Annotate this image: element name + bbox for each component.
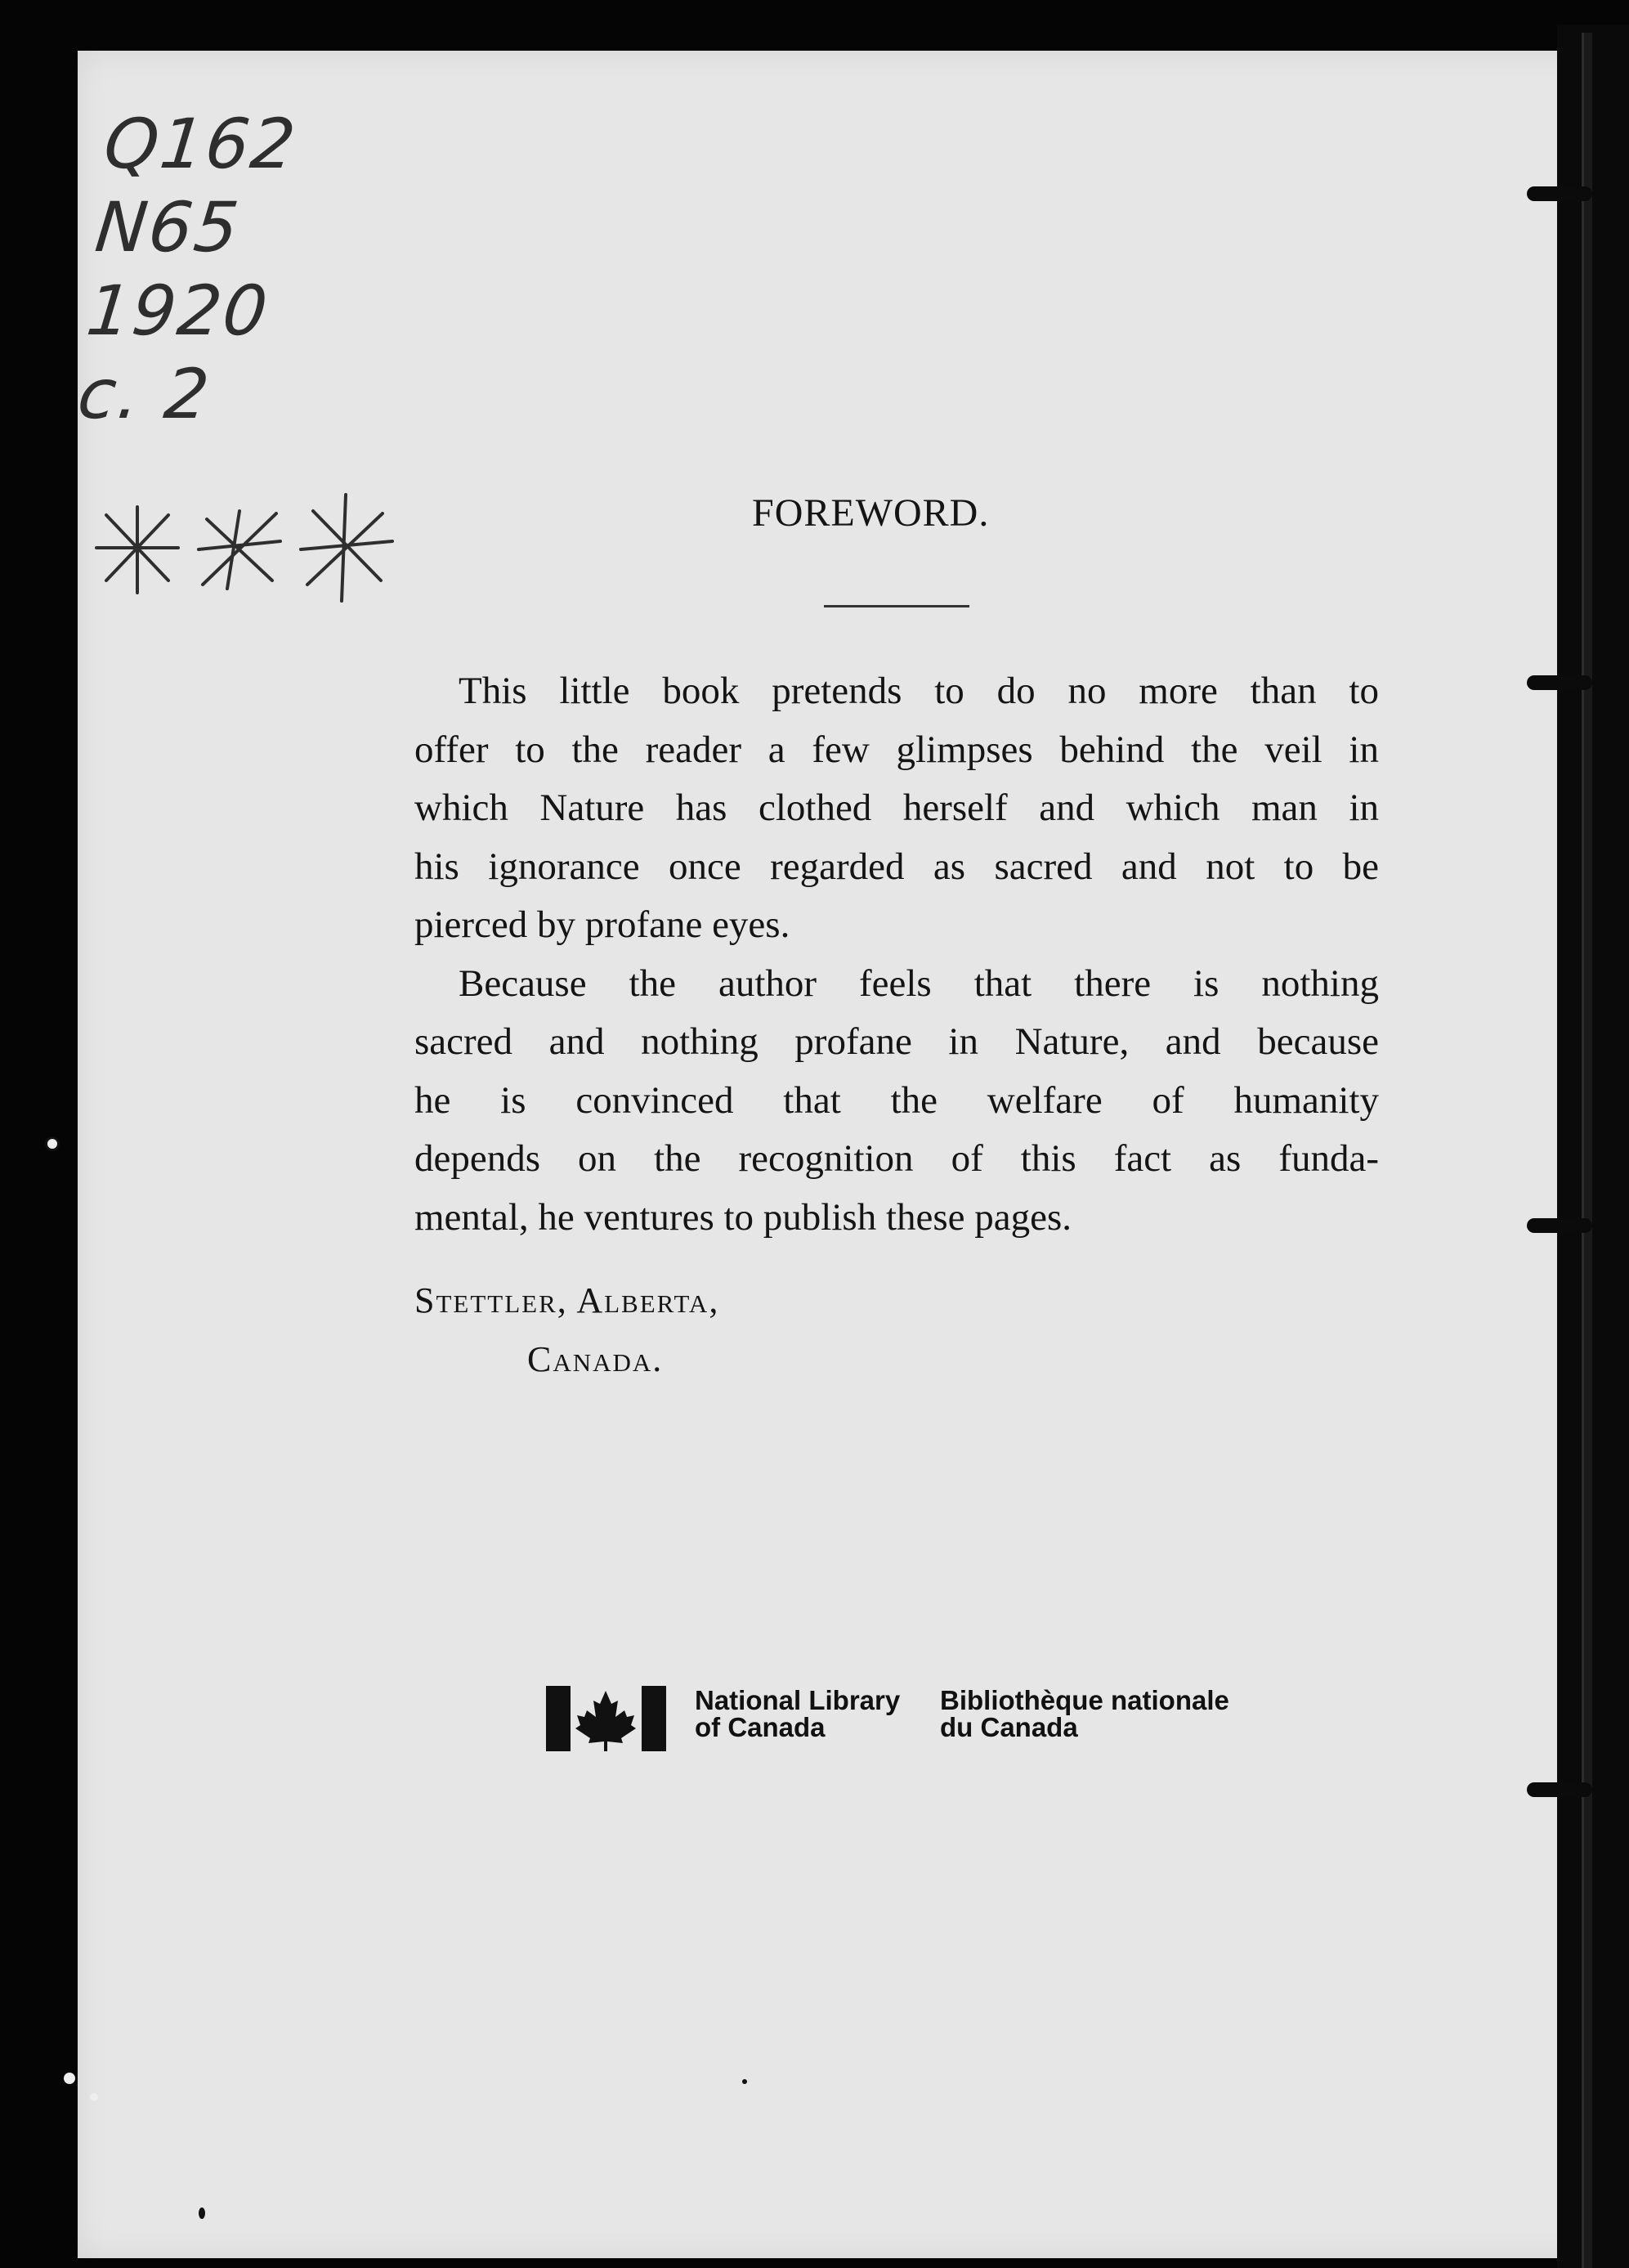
stamp-line: National Library [695,1685,901,1715]
stamp-line: du Canada [940,1712,1078,1742]
handwritten-call-number [74,102,355,436]
call-number-line: 1920 [83,271,273,351]
handwritten-asterisks [88,491,399,605]
canada-flag-icon [546,1686,677,1751]
text-line: he is convinced that the welfare of humanity [414,1078,1379,1122]
scan-speck [64,2073,75,2084]
title-rule [824,605,969,607]
asterisk-mark [301,495,392,601]
paragraph [414,662,1379,955]
binding-stitch [1527,1218,1592,1233]
asterisk-mark [96,507,178,593]
stamp-line: of Canada [695,1712,826,1742]
text-line: mental, he ventures to publish these pages. [414,1195,1072,1239]
text-line: his ignorance once regarded as sacred and not to be [414,845,1379,888]
stamp-line: Bibliothèque nationale [940,1685,1229,1715]
scan-speck [742,2079,747,2084]
book-binding [1557,25,1629,2268]
text-line: depends on the recognition of this fact as funda- [414,1137,1379,1180]
text-line: offer to the reader a few glimpses behind the veil in [414,728,1379,771]
library-stamp-english [695,1687,900,1741]
binding-edge [1582,33,1592,2268]
text-line: Because the author feels that there is nothing [459,961,1379,1005]
text-line: This little book pretends to do no more than to [459,670,1379,712]
binding-stitch [1527,675,1592,690]
binding-stitch [1527,186,1592,201]
asterisk-mark [199,511,280,589]
signature-place: Stettler, Alberta, [414,1280,720,1320]
binding-stitch [1527,1782,1592,1797]
call-number-line: N65 [92,187,244,267]
signature-country: Canada. [527,1339,664,1379]
text-line: which Nature has clothed herself and which man in [414,787,1379,829]
page-title: FOREWORD. [752,491,990,535]
call-number-line: Q162 [100,104,301,184]
scan-speck [47,1139,57,1149]
scan-speck [90,2093,98,2101]
library-stamp-french [940,1687,1229,1741]
scan-speck [199,2207,205,2219]
text-line: sacred and nothing profane in Nature, and because [414,1020,1379,1063]
text-line: pierced by profane eyes. [414,903,790,946]
foreword-body [414,662,1379,1247]
call-number-line: c. 2 [74,354,215,434]
paragraph [414,955,1379,1248]
